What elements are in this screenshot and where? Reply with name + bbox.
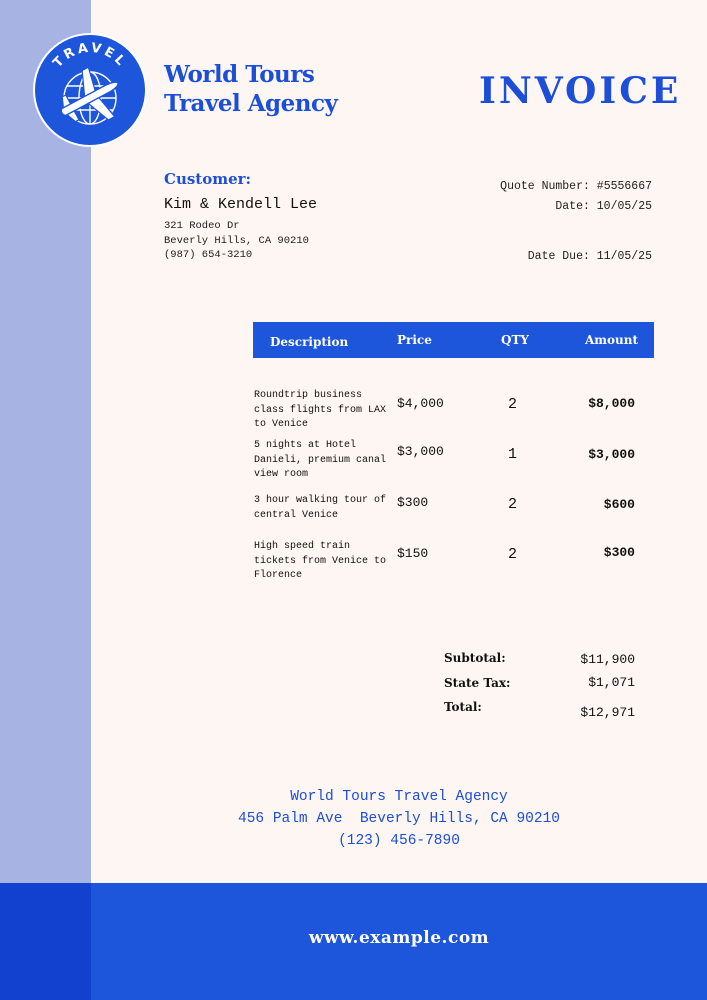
header-qty: QTY [501,333,529,347]
row-description: 5 nights at Hotel Danieli, premium canal view room [254,440,387,480]
header-description: Description [270,335,349,349]
row-price: $4,000 [397,396,444,411]
footer-phone: (123) 456-7890 [338,833,460,849]
invoice-date: Date: 10/05/25 [555,200,652,213]
total-label: Total: [444,700,482,714]
document-title: INVOICE [479,70,682,112]
globe-airplane-icon [32,32,148,148]
footer-band-corner [0,883,91,1000]
customer-address-line2: Beverly Hills, CA 90210 [164,235,309,247]
row-amount: $3,000 [588,447,635,462]
row-description: 3 hour walking tour of central Venice [254,495,387,521]
row-qty: 1 [508,446,518,463]
agency-name: World Tours Travel Agency [164,61,338,117]
row-description: Roundtrip business class flights from LAX to Venice [254,390,387,430]
row-amount: $8,000 [588,396,635,411]
row-amount: $600 [603,497,635,512]
header-price: Price [397,333,432,347]
row-price: $300 [397,495,429,510]
row-description: High speed train tickets from Venice to Florence [254,541,387,581]
subtotal-label: Subtotal: [444,651,506,665]
table-header [253,322,654,358]
logo-text: TRAVEL [50,40,130,71]
website-link[interactable]: www.example.com [308,928,490,948]
total-value: $12,971 [580,705,635,720]
footer-address: 456 Palm Ave Beverly Hills, CA 90210 [238,811,560,827]
row-qty: 2 [508,396,518,413]
date-due: Date Due: 11/05/25 [527,250,652,263]
tax-label: State Tax: [444,676,511,690]
row-price: $3,000 [397,444,444,459]
footer-company: World Tours Travel Agency [290,789,508,805]
row-qty: 2 [508,546,518,563]
subtotal-value: $11,900 [580,652,635,667]
tax-value: $1,071 [588,675,635,690]
row-price: $150 [397,546,429,561]
header-amount: Amount [585,333,639,347]
customer-name: Kim & Kendell Lee [164,196,318,213]
customer-address-line1: 321 Rodeo Dr [164,220,240,232]
quote-number: Quote Number: #5556667 [500,180,652,193]
row-amount: $300 [603,545,635,560]
customer-phone: (987) 654-3210 [164,249,253,261]
row-qty: 2 [508,496,518,513]
customer-label: Customer: [164,170,252,188]
